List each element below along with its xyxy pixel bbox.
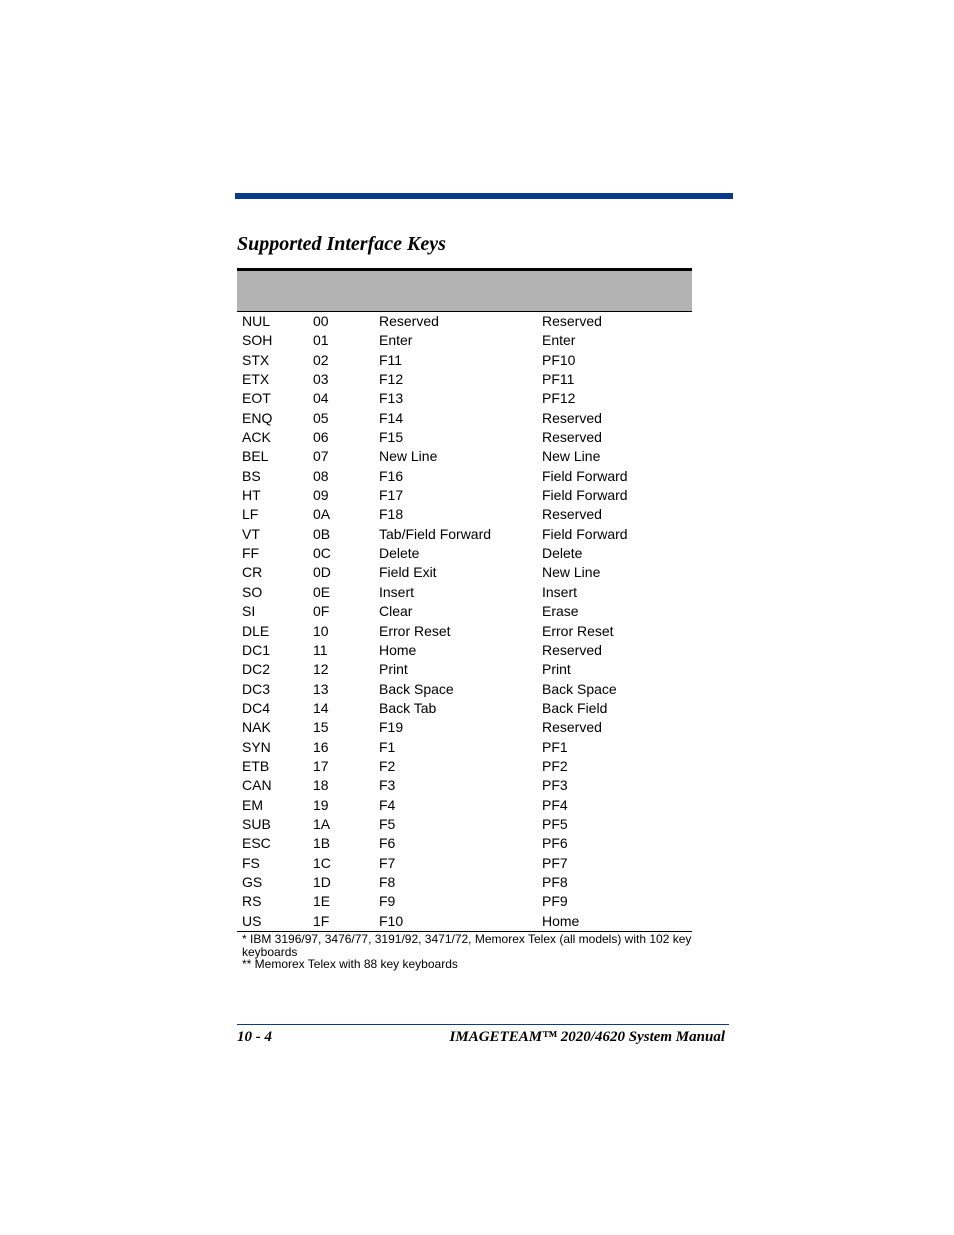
table-cell: 05 — [313, 409, 329, 426]
table-cell: Erase — [542, 603, 579, 620]
table-cell: 07 — [313, 448, 329, 465]
table-cell: F3 — [379, 777, 396, 794]
table-cell: NUL — [242, 313, 271, 329]
table-cell: PF9 — [542, 893, 568, 910]
table-cell: Back Field — [542, 699, 608, 716]
table-cell: Back Space — [379, 680, 454, 697]
table-row — [237, 370, 692, 389]
table-cell: F4 — [379, 796, 396, 813]
table-cell: PF8 — [542, 873, 568, 890]
table-cell: SO — [242, 583, 263, 600]
table-row — [237, 912, 692, 931]
table-cell: F10 — [379, 912, 404, 929]
table-row — [237, 467, 692, 486]
table-cell: F11 — [379, 351, 403, 368]
table-cell: 1C — [313, 854, 331, 871]
table-cell: 1A — [313, 815, 331, 832]
table-cell: New Line — [379, 448, 438, 465]
table-row — [237, 718, 692, 737]
table-cell: VT — [242, 525, 260, 542]
table-row — [237, 447, 692, 466]
table-cell: F9 — [379, 893, 396, 910]
table-cell: Back Space — [542, 680, 617, 697]
table-cell: F5 — [379, 815, 396, 832]
table-cell: BEL — [242, 448, 269, 465]
table-cell: Reserved — [542, 313, 602, 329]
table-cell: STX — [242, 351, 270, 368]
table-row — [237, 776, 692, 795]
table-footnotes — [237, 932, 692, 971]
table-cell: Reserved — [379, 313, 439, 329]
table-cell: CR — [242, 564, 263, 581]
table-cell: Reserved — [542, 719, 602, 736]
table-cell: F13 — [379, 390, 404, 407]
table-body — [237, 312, 692, 932]
table-cell: FS — [242, 854, 260, 871]
table-cell: F15 — [379, 429, 404, 446]
table-row — [237, 873, 692, 892]
table-cell: F8 — [379, 873, 396, 890]
table-cell: Field Exit — [379, 564, 437, 581]
table-cell: 0A — [313, 506, 331, 523]
table-cell: Reserved — [542, 506, 602, 523]
table-cell: DLE — [242, 622, 270, 639]
table-cell: ACK — [242, 429, 271, 446]
table-cell: 02 — [313, 351, 329, 368]
table-cell: 15 — [313, 719, 329, 736]
table-cell: SOH — [242, 332, 273, 349]
table-cell: 03 — [313, 371, 329, 388]
table-cell: DC1 — [242, 641, 271, 658]
table-row — [237, 486, 692, 505]
table-cell: 06 — [313, 429, 329, 446]
table-cell: Enter — [379, 332, 413, 349]
table-cell: Reserved — [542, 641, 602, 658]
table-cell: DC2 — [242, 661, 271, 678]
table-cell: 0F — [313, 603, 330, 620]
table-cell: Tab/Field Forward — [379, 525, 492, 542]
table-cell: 14 — [313, 699, 329, 716]
table-cell: 1B — [313, 835, 331, 852]
table-row — [237, 796, 692, 815]
table-cell: DC4 — [242, 699, 271, 716]
table-cell: SUB — [242, 815, 271, 832]
table-row — [237, 409, 692, 428]
table-row — [237, 680, 692, 699]
table-row — [237, 525, 692, 544]
table-row — [237, 428, 692, 447]
table-cell: F17 — [379, 487, 404, 504]
table-row — [237, 854, 692, 873]
table-row — [237, 834, 692, 853]
table-row — [237, 641, 692, 660]
table-cell: Error Reset — [379, 622, 451, 639]
table-row — [237, 312, 692, 331]
manual-title: IMAGETEAM™ 2020/4620 System Manual — [449, 1029, 725, 1045]
table-row — [237, 351, 692, 370]
table-cell: PF4 — [542, 796, 568, 813]
table-cell: ENQ — [242, 409, 273, 426]
table-cell: FF — [242, 545, 260, 562]
table-cell: DC3 — [242, 680, 271, 697]
table-cell: Insert — [379, 583, 415, 600]
table-cell: 08 — [313, 467, 329, 484]
table-cell: Error Reset — [542, 622, 614, 639]
table-cell: 0E — [313, 583, 331, 600]
table-row — [237, 660, 692, 679]
table-cell: 09 — [313, 487, 329, 504]
table-row — [237, 757, 692, 776]
table-row — [237, 563, 692, 582]
table-cell: ETB — [242, 757, 270, 774]
table-cell: 19 — [313, 796, 329, 813]
table-row — [237, 622, 692, 641]
table-cell: Home — [542, 912, 580, 929]
table-row — [237, 505, 692, 524]
table-cell: Print — [379, 661, 408, 678]
table-row — [237, 544, 692, 563]
table-cell: F14 — [379, 409, 404, 426]
section-title: Supported Interface Keys — [237, 233, 446, 255]
table-cell: Field Forward — [542, 525, 628, 542]
table-cell: GS — [242, 873, 263, 890]
table-row — [237, 331, 692, 350]
table-header-band — [237, 268, 692, 312]
table-cell: F16 — [379, 467, 404, 484]
table-cell: PF11 — [542, 371, 575, 388]
table-cell: PF5 — [542, 815, 568, 832]
table-row — [237, 389, 692, 408]
table-row — [237, 892, 692, 911]
table-cell: Reserved — [542, 429, 602, 446]
table-cell: 1E — [313, 893, 331, 910]
top-rule — [235, 193, 733, 199]
table-cell: EM — [242, 796, 263, 813]
table-cell: ESC — [242, 835, 271, 852]
table-cell: Print — [542, 661, 571, 678]
page-number: 10 - 4 — [237, 1029, 272, 1045]
table-cell: PF6 — [542, 835, 568, 852]
footnote-2: ** Memorex Telex with 88 key keyboards — [242, 957, 458, 971]
table-cell: HT — [242, 487, 261, 504]
table-cell: PF12 — [542, 390, 576, 407]
table-cell: US — [242, 912, 262, 929]
table-cell: ETX — [242, 371, 270, 388]
table-cell: LF — [242, 506, 259, 523]
table-cell: PF3 — [542, 777, 568, 794]
table-cell: 0D — [313, 564, 331, 581]
footer-rule — [237, 1024, 729, 1025]
table-cell: F7 — [379, 854, 396, 871]
table-cell: RS — [242, 893, 262, 910]
table-cell: 0B — [313, 525, 331, 542]
table-cell: F18 — [379, 506, 404, 523]
table-cell: 18 — [313, 777, 329, 794]
table-cell: 1F — [313, 912, 330, 929]
table-cell: Field Forward — [542, 487, 628, 504]
table-row — [237, 815, 692, 834]
table-cell: Enter — [542, 332, 576, 349]
table-cell: PF2 — [542, 757, 568, 774]
table-cell: F1 — [379, 738, 396, 755]
table-cell: Insert — [542, 583, 578, 600]
table-cell: Clear — [379, 603, 413, 620]
table-cell: 17 — [313, 757, 329, 774]
table-cell: New Line — [542, 564, 601, 581]
table-cell: PF10 — [542, 351, 576, 368]
table-cell: 00 — [313, 313, 329, 329]
table-cell: Delete — [379, 545, 420, 562]
table-cell: 04 — [313, 390, 329, 407]
footnote-1: * IBM 3196/97, 3476/77, 3191/92, 3471/72, Memorex Telex (all models) with 102 key keyboards — [242, 932, 692, 959]
table-cell: PF1 — [542, 738, 568, 755]
table-cell: EOT — [242, 390, 271, 407]
table-cell: 10 — [313, 622, 329, 639]
table-cell: 1D — [313, 873, 331, 890]
table-cell: BS — [242, 467, 261, 484]
table-cell: F12 — [379, 371, 404, 388]
table-cell: F6 — [379, 835, 396, 852]
table-cell: 12 — [313, 661, 329, 678]
table-cell: F2 — [379, 757, 396, 774]
table-cell: PF7 — [542, 854, 568, 871]
table-cell: 0C — [313, 545, 331, 562]
table-cell: 16 — [313, 738, 329, 755]
table-cell: 01 — [313, 332, 329, 349]
table-cell: Field Forward — [542, 467, 628, 484]
table-row — [237, 583, 692, 602]
table-row — [237, 699, 692, 718]
table-cell: F19 — [379, 719, 404, 736]
interface-keys-table — [237, 268, 692, 971]
table-cell: Back Tab — [379, 699, 437, 716]
table-cell: CAN — [242, 777, 272, 794]
table-cell: Reserved — [542, 409, 602, 426]
table-cell: NAK — [242, 719, 271, 736]
table-cell: New Line — [542, 448, 601, 465]
table-cell: SI — [242, 603, 256, 620]
table-cell: Delete — [542, 545, 583, 562]
table-cell: 11 — [313, 641, 328, 658]
table-row — [237, 602, 692, 621]
table-cell: SYN — [242, 738, 271, 755]
table-cell: 13 — [313, 680, 329, 697]
table-row — [237, 738, 692, 757]
table-cell: Home — [379, 641, 417, 658]
